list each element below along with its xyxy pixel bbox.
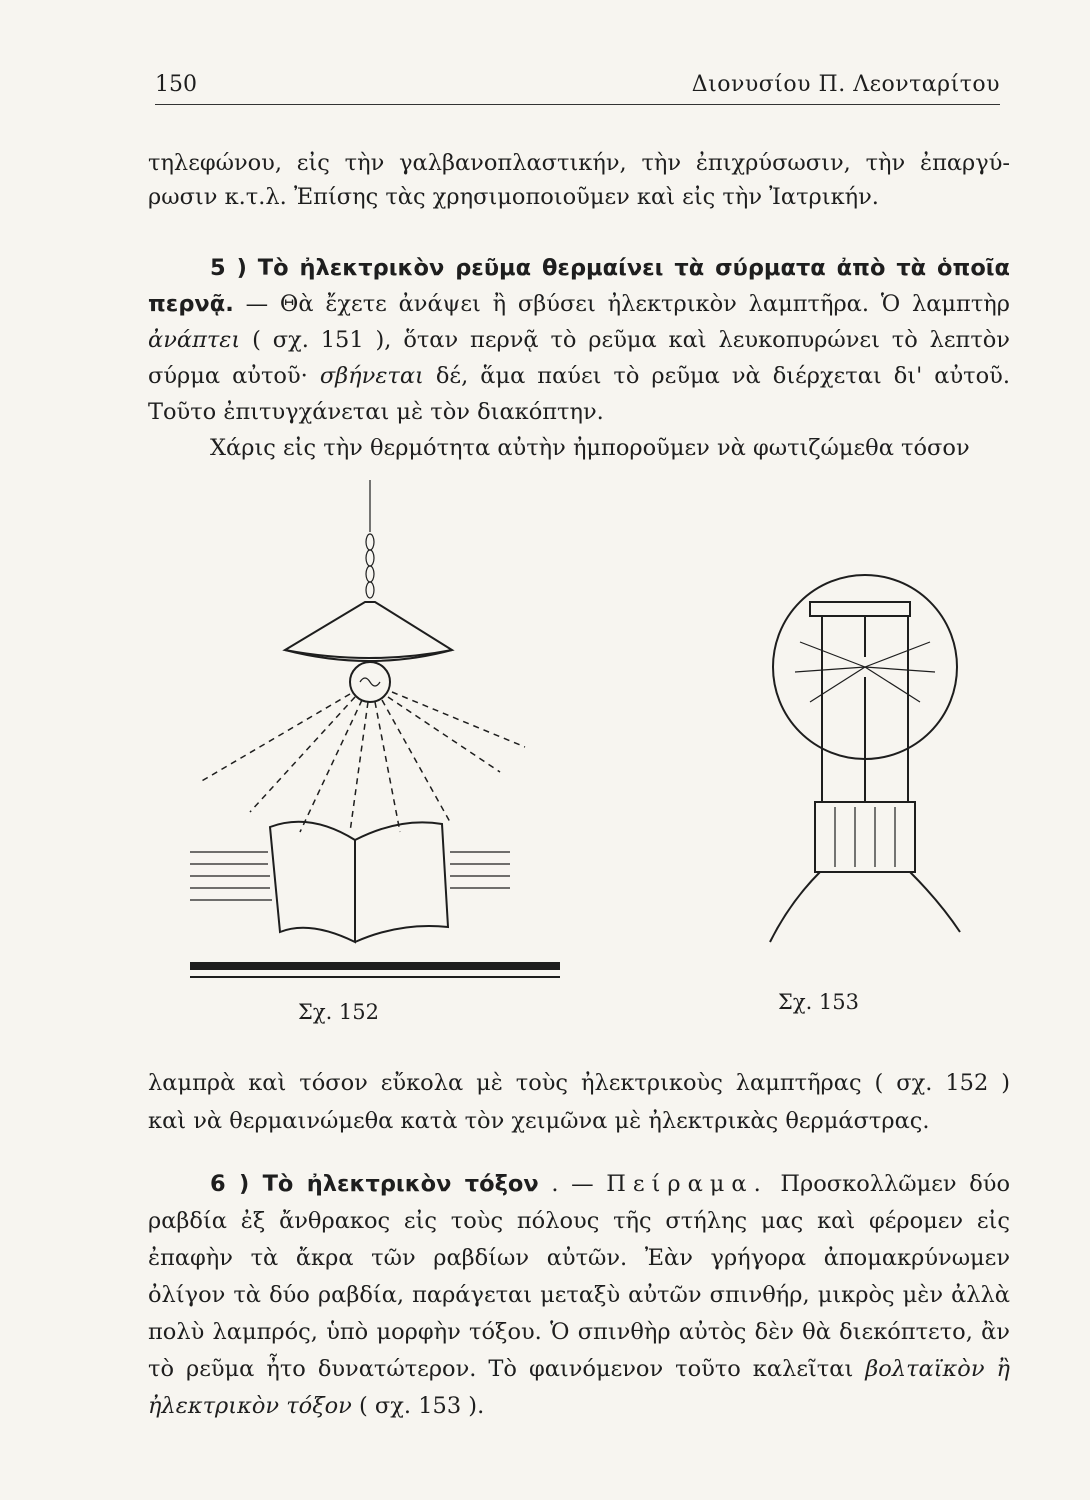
section-5-text-c: δέ, ἅμα παύει τὸ ρεῦμα νὰ διέρχεται δι' αὐτοῦ. Τοῦτο ἐπιτυγχάνεται μὲ τὸν διακόπτην. [148,363,1010,425]
figures-area [180,472,1000,1042]
figure-152-lamp-illustration [180,472,580,1002]
section-5-italic-a: ἀνάπτει [148,327,241,353]
section-6-heading: 6 ) Τὸ ἠλεκτρικὸν τόξον [210,1171,539,1197]
running-head: Διονυσίου Π. Λεονταρίτου [691,72,1000,97]
section-6-italic-term: βολταϊκὸν ἢ ἠλεκτρικὸν τόξον [148,1356,1010,1419]
section-5-paragraph [148,250,1010,430]
section-6-text-b: ( σχ. 153 ). [351,1393,485,1419]
section-5-text-a: — Θὰ ἔχετε ἀνάψει ἢ σβύσει ἠλεκτρικὸν λαμπτῆρα. Ὁ λαμπτὴρ [233,291,1010,317]
after-line-2: καὶ νὰ θερμαινώμεθα κατὰ τὸν χειμῶνα μὲ ἠλεκτρικὰς θερμάστρας. [148,1108,930,1134]
section-6 [148,1166,1010,1425]
page-number: 150 [155,72,197,97]
figure-153-caption: Σχ. 153 [778,990,860,1014]
intro-line-1: τηλεφώνου, εἰς τὴν γαλβανοπλαστικήν, τὴν ἐπιχρύσωσιν, τὴν ἐπαργύ- [148,150,1010,176]
section-6-paragraph [148,1166,1010,1425]
section-5 [148,250,1010,466]
section-5-paragraph-2: Χάρις εἰς τὴν θερμότητα αὐτὴν ἠμποροῦμεν νὰ φωτιζώμεθα τόσον [210,435,970,461]
section-6-dash: . — [538,1171,607,1197]
page-header [155,68,1000,105]
after-line-1: λαμπρὰ καὶ τόσον εὔκολα μὲ τοὺς ἠλεκτρικοὺς λαμπτῆρας ( σχ. 152 ) [148,1070,1010,1096]
paragraph-intro [148,146,1010,214]
figure-152-caption: Σχ. 152 [298,1000,380,1024]
paragraph-after-figures [148,1064,1010,1140]
section-5-italic-b: σβήνεται [319,363,424,389]
figure-153-arc-lamp-illustration [760,562,980,982]
section-5-heading: 5 ) Τὸ ἠλεκτρικὸν ρεῦμα θερμαίνει τὰ σύρματα ἀπὸ τὰ ὁποῖα περνᾷ. [148,255,1010,317]
section-5-text-b: ( σχ. 151 ), ὅταν περνᾷ τὸ ρεῦμα καὶ λευκοπυρώνει τὸ λεπτὸν σύρμα αὐτοῦ· [148,327,1010,389]
section-6-text-a: Προσκολλῶμεν δύο ραβδία ἐξ ἄνθρακος εἰς τοὺς πόλους τῆς στήλης μας καὶ φέρομεν εἰς ἐπαφὴν τὰ ἄκρα τῶν ραβδίων αὐτῶν. Ἐὰν γρήγορα ἀπομακρύνωμεν ὀλίγον τὰ δύο ραβδία, παράγεται μεταξὺ αὐτῶν σπινθήρ, μικρὸς μὲν ἀλλὰ πολὺ λαμπρός, ὑπὸ μορφὴν τόξου. Ὁ σπινθὴρ αὐτὸς δὲν θὰ διεκόπτετο, ἂν τὸ ρεῦμα ἦτο δυνατώτερον. Τὸ φαινόμενον τοῦτο καλεῖται [148,1171,1011,1382]
intro-line-2: ρωσιν κ.τ.λ. Ἐπίσης τὰς χρησιμοποιοῦμεν καὶ εἰς τὴν Ἰατρικήν. [148,184,879,210]
section-6-experiment-label: Πείραμα. [606,1171,768,1197]
